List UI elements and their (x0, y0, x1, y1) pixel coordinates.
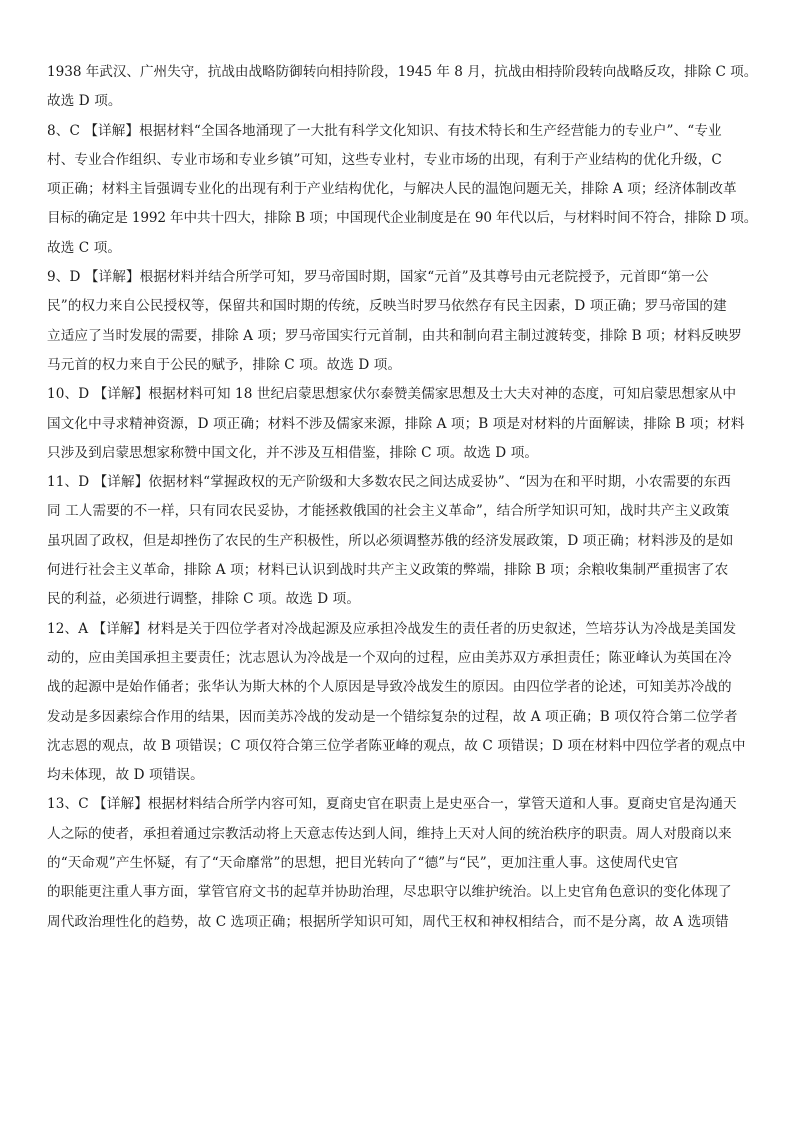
text-line: 人之际的使者，承担着通过宗教活动将上天意志传达到人间，维持上天对人间的统治秩序的职责。周人对殷商以来 (47, 825, 732, 842)
text-line: 12、A 【详解】材料是关于四位学者对冷战起源及应承担冷战发生的责任者的历史叙述，竺培芬认为冷战是美国发 (47, 620, 737, 637)
text-line: 11、D 【详解】依据材料“掌握政权的无产阶级和大多数农民之间达成妥协”、“因为在和平时期，小农需要的东西 (47, 474, 731, 491)
text-line: 均未体现，故 D 项错误。 (47, 767, 204, 784)
text-line: 的“天命观”产生怀疑，有了“天命靡常”的思想，把目光转向了“德”与“民”，更加注重人事。这使周代史官 (47, 855, 679, 872)
text-line: 民的利益，必须进行调整，排除 C 项。故选 D 项。 (47, 591, 361, 608)
text-line: 项正确；材料主旨强调专业化的出现有利于产业结构优化，与解决人民的温饱问题无关，排除 A 项；经济体制改革 (47, 181, 737, 198)
text-line: 战的起源中是始作俑者；张华认为斯大林的个人原因是导致冷战发生的原因。由四位学者的论述，可知美苏冷战的 (47, 679, 732, 696)
text-line: 10、D 【详解】根据材料可知 18 世纪启蒙思想家伏尔泰赞美儒家思想及士大夫对神的态度，可知启蒙思想家从中 (47, 386, 737, 403)
text-line: 民”的权力来自公民授权等，保留共和国时期的传统，反映当时罗马依然存有民主因素，D 项正确；罗马帝国的建 (47, 298, 727, 315)
text-line: 虽巩固了政权，但是却挫伤了农民的生产积极性，所以必须调整苏俄的经济发展政策，D 项正确；材料涉及的是如 (47, 532, 734, 549)
text-line: 村、专业合作组织、专业市场和专业乡镇”可知，这些专业村，专业市场的出现，有利于产业结构的优化升级，C (47, 151, 722, 168)
paragraph-q10 (47, 380, 757, 468)
text-line: 立适应了当时发展的需要，排除 A 项；罗马帝国实行元首制，由共和制向君主制过渡转变，排除 B 项；材料反映罗 (47, 327, 742, 344)
text-line: 故选 D 项。 (47, 93, 122, 110)
text-line: 马元首的权力来自于公民的赋予，排除 C 项。故选 D 项。 (47, 356, 402, 373)
text-line: 8、C 【详解】根据材料“全国各地涌现了一大批有科学文化知识、有技术特长和生产经营能力的专业户”、“专业 (47, 122, 722, 139)
text-line: 目标的确定是 1992 年中共十四大，排除 B 项；中国现代企业制度是在 90 年代以后，与材料时间不符合，排除 D 项。 (47, 210, 757, 227)
text-line: 故选 C 项。 (47, 239, 122, 256)
text-line: 国文化中寻求精神资源，D 项正确；材料不涉及儒家来源，排除 A 项；B 项是对材料的片面解读，排除 B 项；材料 (47, 415, 745, 432)
text-line: 9、D 【详解】根据材料并结合所学可知，罗马帝国时期，国家“元首”及其尊号由元老院授予，元首即“第一公 (47, 269, 709, 286)
paragraph-q9 (47, 263, 757, 380)
text-line: 动的，应由美国承担主要责任；沈志恩认为冷战是一个双向的过程，应由美苏双方承担责任；陈亚峰认为英国在冷 (47, 649, 732, 666)
paragraph-q11 (47, 468, 757, 614)
text-line: 沈志恩的观点，故 B 项错误；C 项仅符合第三位学者陈亚峰的观点，故 C 项错误；D 项在材料中四位学者的观点中 (47, 737, 746, 754)
text-line: 13、C 【详解】根据材料结合所学内容可知，夏商史官在职责上是史巫合一，掌管天道和人事。夏商史官是沟通天 (47, 796, 737, 813)
paragraph-q12 (47, 615, 757, 791)
paragraph-p7-cont (47, 58, 757, 117)
text-line: 发动是多因素综合作用的结果，因而美苏冷战的发动是一个错综复杂的过程，故 A 项正确；B 项仅符合第二位学者 (47, 708, 738, 725)
text-line: 1938 年武汉、广州失守，抗战由战略防御转向相持阶段，1945 年 8 月，抗战由相持阶段转向战略反攻，排除 C 项。 (47, 64, 757, 80)
text-line: 何进行社会主义革命，排除 A 项；材料已认识到战时共产主义政策的弊端，排除 B 项；余粮收集制严重损害了农 (47, 562, 729, 579)
text-line: 只涉及到启蒙思想家称赞中国文化，并不涉及互相借鉴，排除 C 项。故选 D 项。 (47, 444, 539, 461)
answer-explanation-text (47, 58, 757, 937)
paragraph-q8 (47, 117, 757, 263)
paragraph-q13 (47, 790, 757, 936)
text-line: 的职能更注重人事方面，掌管官府文书的起草并协助治理，尽忠职守以维护统治。以上史官角色意识的变化体现了 (47, 884, 732, 901)
text-line: 周代政治理性化的趋势，故 C 选项正确；根据所学知识可知，周代王权和神权相结合，而不是分离，故 A 选项错 (47, 913, 729, 930)
text-line: 同 工人需要的不一样，只有同农民妥协，才能拯救俄国的社会主义革命”，结合所学知识可知，战时共产主义政策 (47, 503, 730, 520)
